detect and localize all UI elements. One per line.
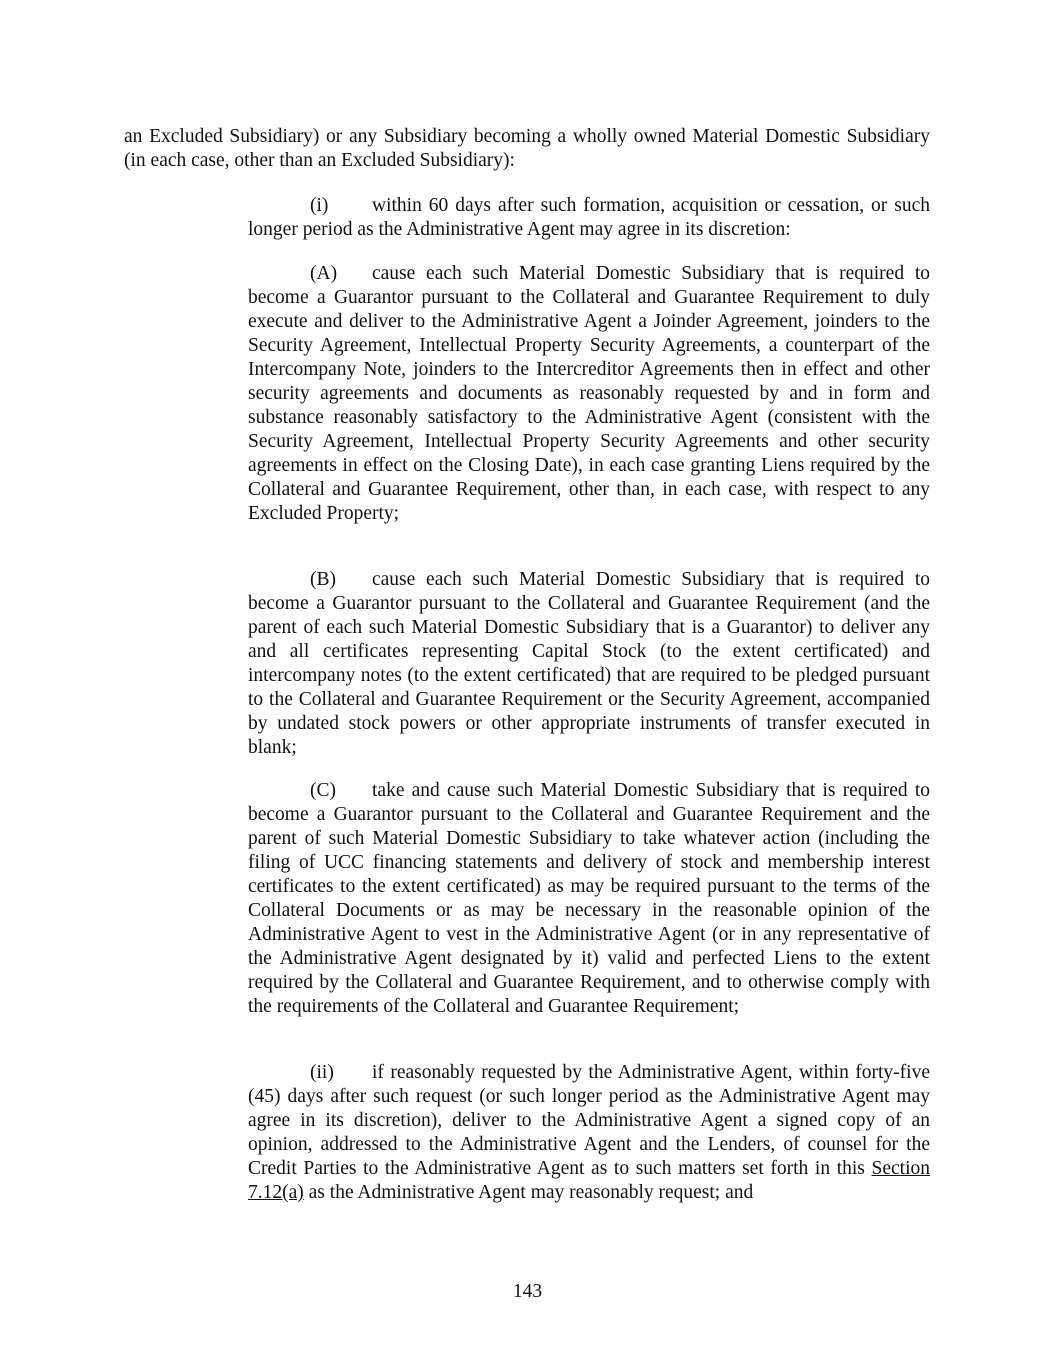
clause-b-label: (B) [310, 569, 336, 590]
clause-c-paragraph [248, 779, 930, 1019]
clause-c-label: (C) [310, 780, 336, 801]
clause-b-paragraph [248, 568, 930, 760]
page-number: 143 [512, 1281, 543, 1302]
clause-i-text: within 60 days after such formation, acquisition or cessation, or such longer period as the Administrative Agent may agree in its discretion: [248, 195, 930, 240]
clause-ii-paragraph [248, 1061, 930, 1205]
clause-ii-label: (ii) [310, 1062, 334, 1083]
clause-b-text: cause each such Material Domestic Subsidiary that is required to become a Guarantor pursuant to the Collateral and Guarantee Requirement (and the parent of each such Material Domestic Subsidiary that is a Guarantor) to deliver any and all certificates representing Capital Stock (to the extent certificated) and intercompany notes (to the extent certificated) that are required to be pledged pursuant to the Collateral and Guarantee Requirement or the Security Agreement, accompanied by undated stock powers or other appropriate instruments of transfer executed in blank; [248, 569, 930, 758]
intro-text: an Excluded Subsidiary) or any Subsidiary becoming a wholly owned Material Domestic Subsidiary (in each case, other than an Excluded Subsidiary): [124, 126, 930, 171]
clause-ii-text-after: as the Administrative Agent may reasonably request; and [303, 1182, 754, 1203]
clause-ii-text-before: if reasonably requested by the Administrative Agent, within forty-five (45) days after such request (or such longer period as the Administrative Agent may agree in its discretion), deliver to the Administrative Agent a signed copy of an opinion, addressed to the Administrative Agent and the Lenders, of counsel for the Credit Parties to the Administrative Agent as to such matters set forth in this [248, 1062, 930, 1179]
clause-i-paragraph [248, 194, 930, 242]
section-reference-link: Section 7.12(a) [248, 1158, 930, 1203]
clause-a-text: cause each such Material Domestic Subsidiary that is required to become a Guarantor pursuant to the Collateral and Guarantee Requirement to duly execute and deliver to the Administrative Agent a Joinder Agreement, joinders to the Security Agreement, Intellectual Property Security Agreements, a counterpart of the Intercompany Note, joinders to the Intercreditor Agreements then in effect and other security agreements and documents as reasonably requested by and in form and substance reasonably satisfactory to the Administrative Agent (consistent with the Security Agreement, Intellectual Property Security Agreements and other security agreements in effect on the Closing Date), in each case granting Liens required by the Collateral and Guarantee Requirement, other than, in each case, with respect to any Excluded Property; [248, 263, 930, 524]
intro-paragraph [124, 125, 930, 173]
clause-c-text: take and cause such Material Domestic Subsidiary that is required to become a Guarantor pursuant to the Collateral and Guarantee Requirement and the parent of such Material Domestic Subsidiary to take whatever action (including the filing of UCC financing statements and delivery of stock and membership interest certificates to the extent certificated) as may be required pursuant to the terms of the Collateral Documents or as may be necessary in the reasonable opinion of the Administrative Agent to vest in the Administrative Agent (or in any representative of the Administrative Agent designated by it) valid and perfected Liens to the extent required by the Collateral and Guarantee Requirement, and to otherwise comply with the requirements of the Collateral and Guarantee Requirement; [248, 780, 930, 1017]
clause-i-label: (i) [310, 195, 329, 216]
clause-a-label: (A) [310, 263, 338, 284]
clause-a-paragraph [248, 262, 930, 526]
